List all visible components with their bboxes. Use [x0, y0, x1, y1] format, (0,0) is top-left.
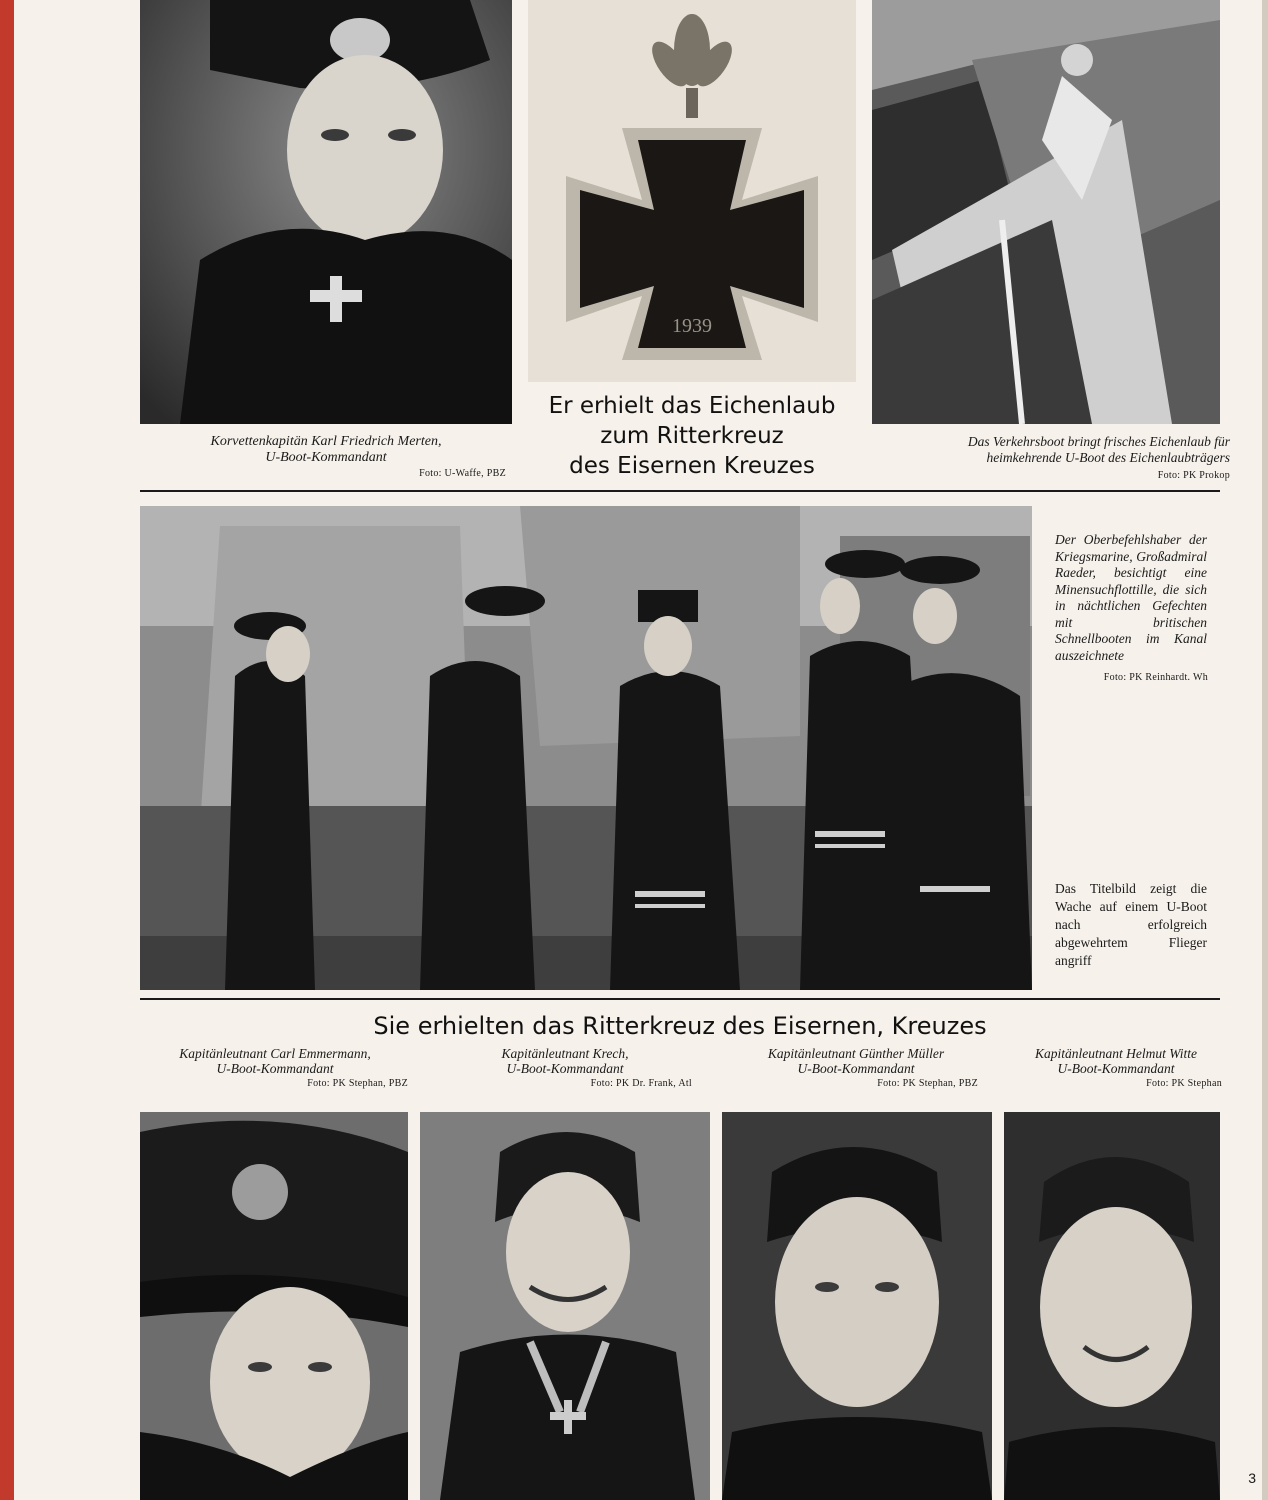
- caption-verkehrsboot-line1: Das Verkehrsboot bringt frisches Eichenlaub für: [967, 434, 1230, 449]
- photo-krech-portrait: [420, 1112, 710, 1500]
- page-right-edge: [1262, 0, 1268, 1500]
- photo-emmermann-portrait: [140, 1112, 408, 1500]
- caption-verkehrsboot-line2: heimkehrende U-Boot des Eichenlaubträgers: [986, 450, 1230, 465]
- photo-raeder-inspection: [140, 506, 1032, 990]
- text-raeder-description: Der Oberbefehlshaber der Kriegsmarine, Großadmiral Raeder, besichtigt eine Minensuchflottille, die sich in nächtlichen Gefechten mit britischen Schnellbooten im Kanal auszeichnete: [1055, 532, 1207, 663]
- headline-eichenlaub-line2: zum Ritterkreuz: [600, 423, 784, 449]
- credit-raeder: Foto: PK Reinhardt. Wh: [1103, 672, 1208, 683]
- caption-witte-name: Kapitänleutnant Helmut Witte: [1035, 1046, 1197, 1061]
- caption-merten-line2: U-Boot-Kommandant: [265, 450, 387, 465]
- photo-witte-portrait: [1004, 1112, 1220, 1500]
- caption-emmermann-name: Kapitänleutnant Carl Emmermann,: [179, 1046, 371, 1061]
- credit-krech: Foto: PK Dr. Frank, Atl: [590, 1078, 692, 1089]
- caption-witte-role: U-Boot-Kommandant: [1057, 1061, 1175, 1076]
- caption-merten-line1: Korvettenkapitän Karl Friedrich Merten,: [210, 434, 442, 449]
- credit-witte: Foto: PK Stephan: [1146, 1078, 1222, 1089]
- caption-mueller-name: Kapitänleutnant Günther Müller: [767, 1046, 945, 1061]
- photo-verkehrsboot: [872, 0, 1220, 424]
- credit-verkehrsboot: Foto: PK Prokop: [1157, 470, 1230, 481]
- headline-eichenlaub-line1: Er erhielt das Eichenlaub: [548, 393, 836, 419]
- photo-mueller-portrait: [722, 1112, 992, 1500]
- credit-merten: Foto: U-Waffe, PBZ: [419, 468, 506, 479]
- page-number: 3: [1248, 1470, 1256, 1486]
- caption-krech-role: U-Boot-Kommandant: [506, 1061, 624, 1076]
- credit-emmermann: Foto: PK Stephan, PBZ: [307, 1078, 408, 1089]
- rule-middle: [140, 998, 1220, 1000]
- headline-eichenlaub-line3: des Eisernen Kreuzes: [569, 453, 815, 479]
- photo-knights-cross-oakleaves: [528, 0, 856, 382]
- credit-mueller: Foto: PK Stephan, PBZ: [877, 1078, 978, 1089]
- caption-emmermann-role: U-Boot-Kommandant: [216, 1061, 334, 1076]
- caption-mueller-role: U-Boot-Kommandant: [797, 1061, 915, 1076]
- photo-merten-portrait: [140, 0, 512, 424]
- page-spine-edge: [0, 0, 14, 1500]
- caption-krech-name: Kapitänleutnant Krech,: [501, 1046, 629, 1061]
- text-titelbild: Das Titelbild zeigt die Wache auf einem U-Boot nach erfolgreich abgewehrtem Flieger angriff: [1055, 881, 1207, 968]
- rule-top: [140, 490, 1220, 492]
- svg-text:1939: 1939: [672, 315, 712, 337]
- headline-ritterkreuz: Sie erhielten das Ritterkreuz des Eisernen, Kreuzes: [373, 1012, 987, 1040]
